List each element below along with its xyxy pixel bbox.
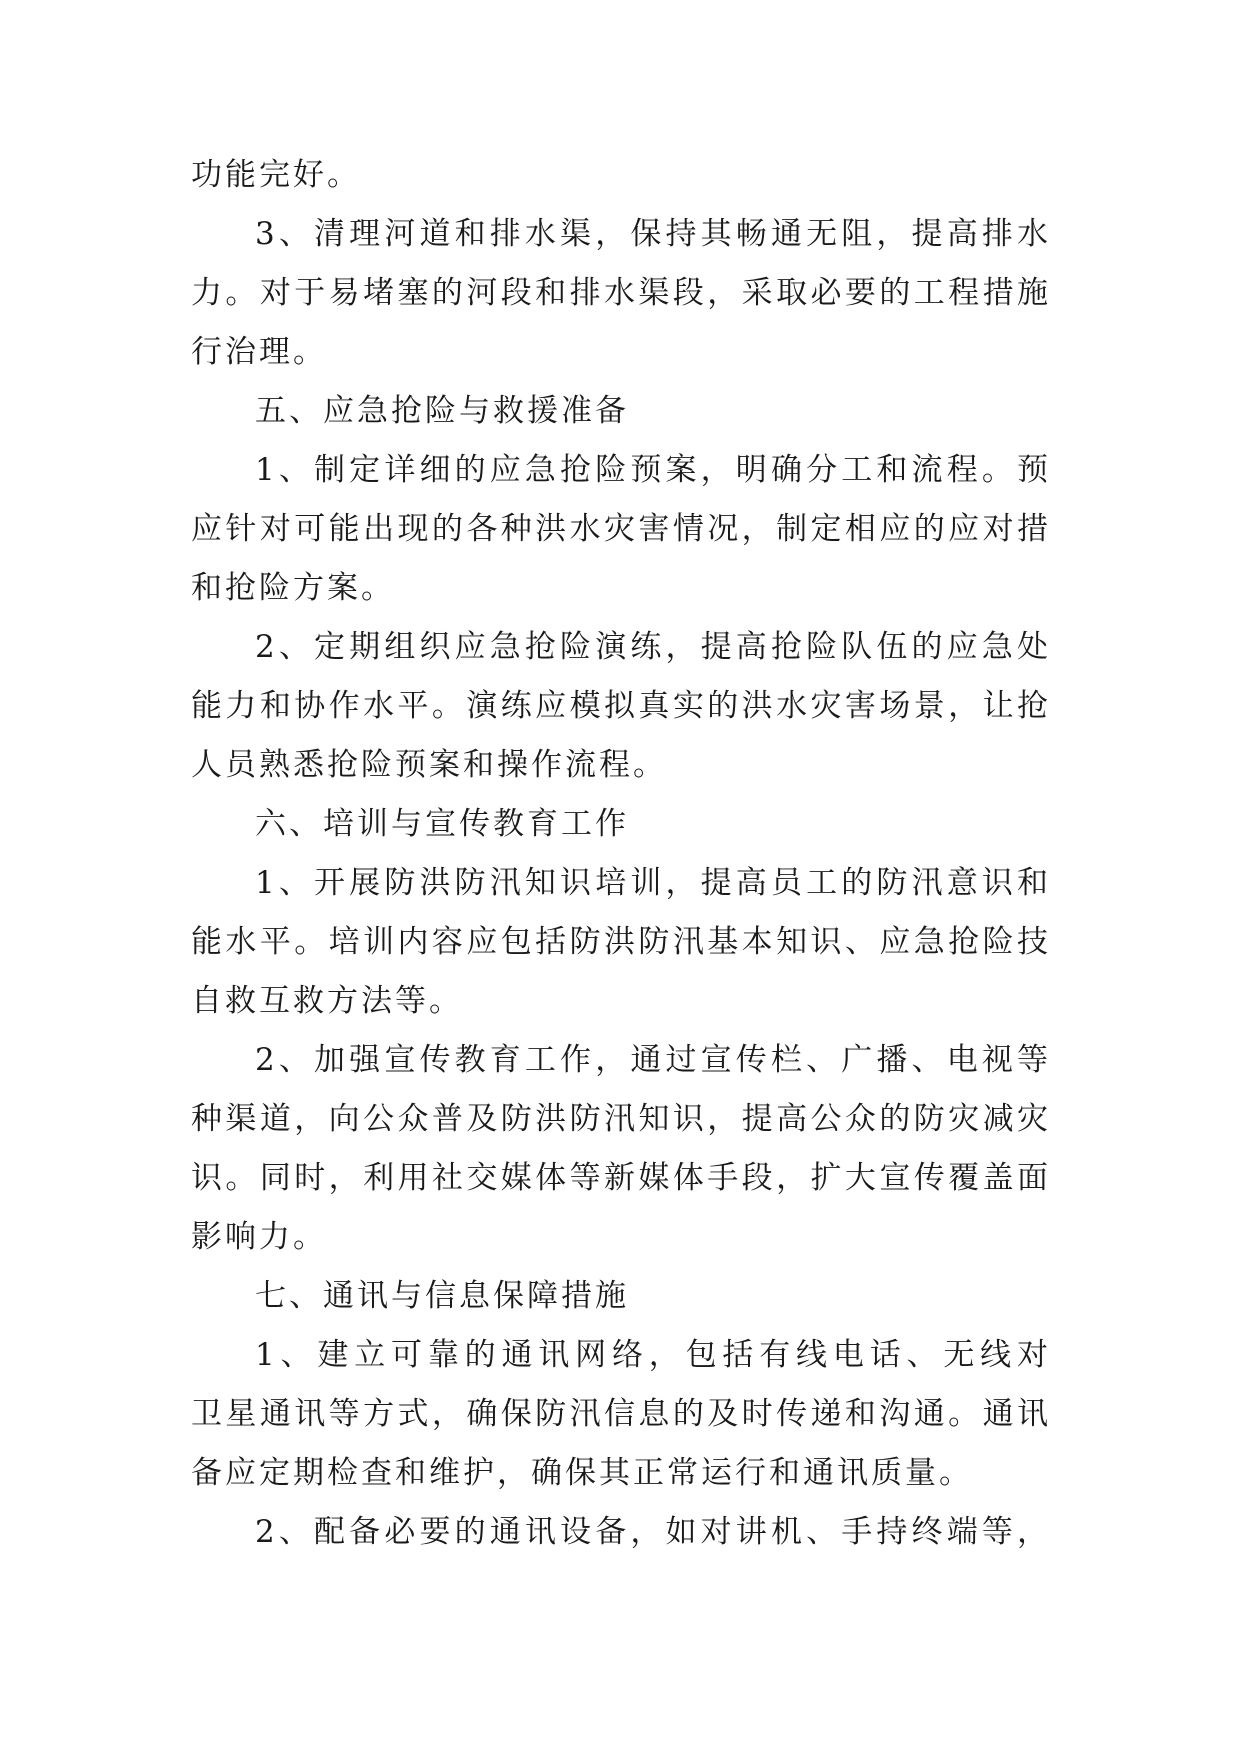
text-line: 五、应急抢险与救援准备 — [255, 393, 629, 429]
document-body — [191, 146, 1051, 1562]
text-line: 六、培训与宣传教育工作 — [255, 806, 629, 842]
text-line: 2、配备必要的通讯设备，如对讲机、手持终端等， — [255, 1514, 1051, 1550]
text-line: 卫星通讯等方式，确保防汛信息的及时传递和沟通。通讯 — [191, 1396, 1051, 1432]
text-line: 备应定期检查和维护，确保其正常运行和通讯质量。 — [191, 1455, 973, 1491]
text-line: 功能完好。 — [191, 157, 361, 193]
text-line: 能力和协作水平。演练应模拟真实的洪水灾害场景，让抢 — [191, 688, 1051, 724]
text-line: 识。同时，利用社交媒体等新媒体手段，扩大宣传覆盖面 — [191, 1160, 1051, 1196]
text-line: 七、通讯与信息保障措施 — [255, 1278, 629, 1314]
text-line: 能水平。培训内容应包括防洪防汛基本知识、应急抢险技 — [191, 924, 1051, 960]
text-line: 3、清理河道和排水渠，保持其畅通无阻，提高排水 — [255, 216, 1051, 252]
text-line: 和抢险方案。 — [191, 570, 395, 606]
text-line: 1、制定详细的应急抢险预案，明确分工和流程。预 — [255, 452, 1051, 488]
text-line: 1、建立可靠的通讯网络，包括有线电话、无线对 — [255, 1337, 1051, 1373]
text-line: 种渠道，向公众普及防洪防汛知识，提高公众的防灾减灾 — [191, 1101, 1051, 1137]
text-line: 力。对于易堵塞的河段和排水渠段，采取必要的工程措施 — [191, 275, 1051, 311]
text-line: 影响力。 — [191, 1219, 327, 1255]
text-line: 2、加强宣传教育工作，通过宣传栏、广播、电视等 — [255, 1042, 1051, 1078]
text-line: 应针对可能出现的各种洪水灾害情况，制定相应的应对措 — [191, 511, 1051, 547]
text-line: 1、开展防洪防汛知识培训，提高员工的防汛意识和 — [255, 865, 1051, 901]
text-line: 行治理。 — [191, 334, 327, 370]
text-line: 人员熟悉抢险预案和操作流程。 — [191, 747, 667, 783]
text-line: 自救互救方法等。 — [191, 983, 463, 1019]
text-line: 2、定期组织应急抢险演练，提高抢险队伍的应急处 — [255, 629, 1051, 665]
